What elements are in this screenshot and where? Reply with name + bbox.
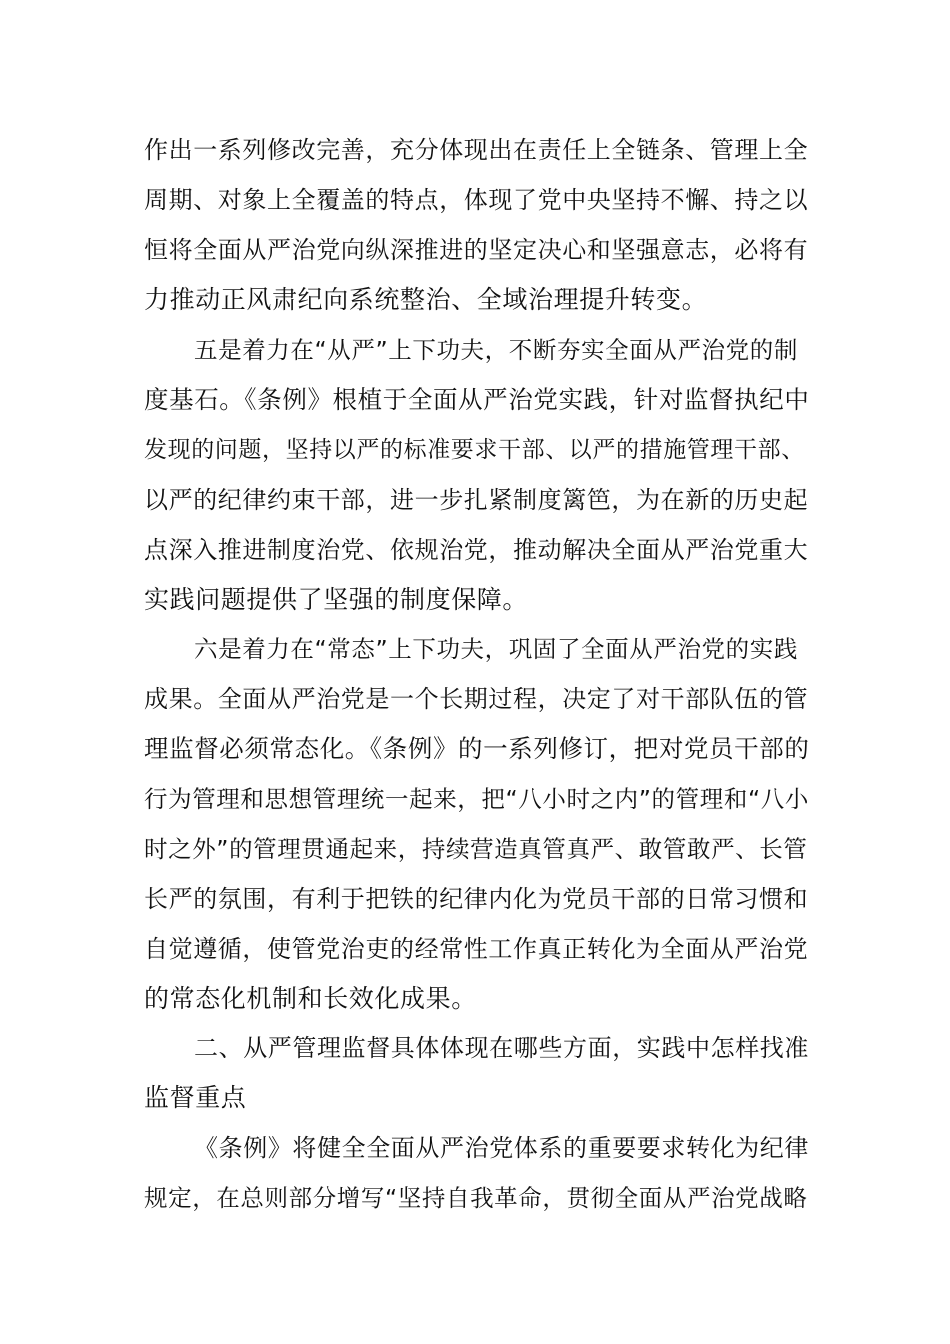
text-line: 度基石。《条例》根植于全面从严治党实践，针对监督执纪中 [144,385,810,414]
text-line: 力推动正风肃纪向系统整治、全域治理提升转变。 [144,285,708,314]
text-line: 点深入推进制度治党、依规治党，推动解决全面从严治党重大 [144,536,809,564]
text-line: 成果。全面从严治党是一个长期过程，决定了对干部队伍的管 [144,685,809,713]
section-heading-line: 监督重点 [144,1083,247,1112]
text-line: 以严的纪律约束干部，进一步扎紧制度篱笆，为在新的历史起 [144,486,809,514]
text-line: 行为管理和思想管理统一起来，把“八小时之内”的管理和“八小 [144,785,809,813]
text-line: 时之外”的管理贯通起来，持续营造真管真严、敢管敢严、长管 [144,835,808,863]
text-line: 周期、对象上全覆盖的特点，体现了党中央坚持不懈、持之以 [144,186,809,214]
text-line: 恒将全面从严治党向纵深推进的坚定决心和坚强意志，必将有 [144,236,809,264]
paragraph-start-line: 五是着力在“从严”上下功夫，不断夯实全面从严治党的制 [194,336,798,364]
paragraph-start-line: 《条例》将健全全面从严治党体系的重要要求转化为纪律 [194,1134,809,1162]
text-line: 作出一系列修改完善，充分体现出在责任上全链条、管理上全 [144,136,809,164]
text-line: 的常态化机制和长效化成果。 [144,984,477,1013]
paragraph-start-line: 六是着力在“常态”上下功夫，巩固了全面从严治党的实践 [194,635,798,663]
text-line: 规定，在总则部分增写“坚持自我革命，贯彻全面从严治党战略 [144,1184,808,1212]
text-line: 理监督必须常态化。《条例》的一系列修订，把对党员干部的 [144,734,810,763]
text-line: 长严的氛围，有利于把铁的纪律内化为党员干部的日常习惯和 [144,885,809,913]
text-line: 自觉遵循，使管党治吏的经常性工作真正转化为全面从严治党 [144,935,809,963]
text-line: 发现的问题，坚持以严的标准要求干部、以严的措施管理干部、 [144,437,805,463]
section-heading-line: 二、从严管理监督具体体现在哪些方面，实践中怎样找准 [194,1034,809,1062]
text-line: 实践问题提供了坚强的制度保障。 [144,585,529,614]
